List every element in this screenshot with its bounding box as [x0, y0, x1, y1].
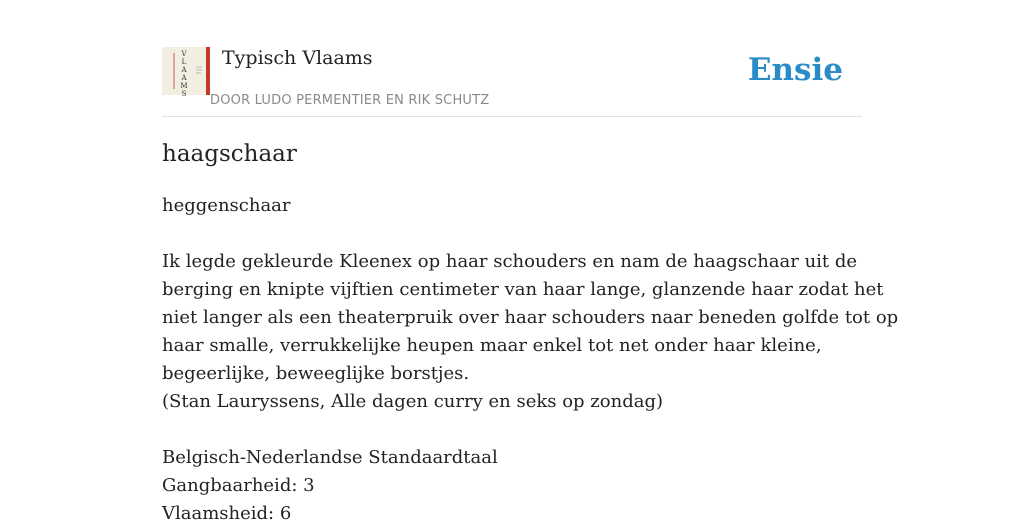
spacer — [162, 416, 862, 444]
svg-text:V: V — [181, 50, 187, 58]
svg-text:M: M — [180, 82, 188, 90]
svg-text:A: A — [181, 74, 187, 82]
site-header — [162, 46, 862, 117]
quote-source: (Stan Lauryssens, Alle dagen curry en seks op zondag) — [162, 391, 664, 412]
svg-text:S: S — [181, 90, 187, 98]
svg-text:A: A — [181, 66, 187, 74]
ensie-brand-link[interactable]: Ensie — [747, 52, 843, 88]
page-container — [162, 0, 899, 524]
gangbaarheid-value: Gangbaarheid: 3 — [162, 475, 315, 496]
site-title[interactable]: Typisch Vlaams — [222, 47, 373, 69]
entry-content — [162, 192, 899, 528]
quote-line: berging en knipte vijftien centimeter van haar lange, glanzende haar zodat het — [162, 279, 884, 300]
book-cover-icon — [162, 47, 210, 98]
standard-language-label: Belgisch-Nederlandse Standaardtaal — [162, 447, 498, 468]
svg-text:L: L — [181, 58, 187, 66]
entry-title: haagschaar — [162, 141, 297, 167]
spacer — [162, 220, 862, 248]
quote-line: begeerlijke, beweeglijke borstjes. — [162, 363, 470, 384]
book-cover-logo[interactable] — [162, 47, 210, 98]
entry-synonym: heggenschaar — [162, 195, 291, 216]
quote-line: Ik legde gekleurde Kleenex op haar schouders en nam de haagschaar uit de — [162, 251, 858, 272]
quote-line: haar smalle, verrukkelijke heupen maar enkel tot net onder haar kleine, — [162, 335, 822, 356]
site-byline: DOOR LUDO PERMENTIER EN RIK SCHUTZ — [210, 93, 490, 108]
vlaamsheid-value: Vlaamsheid: 6 — [162, 503, 292, 524]
quote-line: niet langer als een theaterpruik over haar schouders naar beneden golfde tot op — [162, 307, 899, 328]
